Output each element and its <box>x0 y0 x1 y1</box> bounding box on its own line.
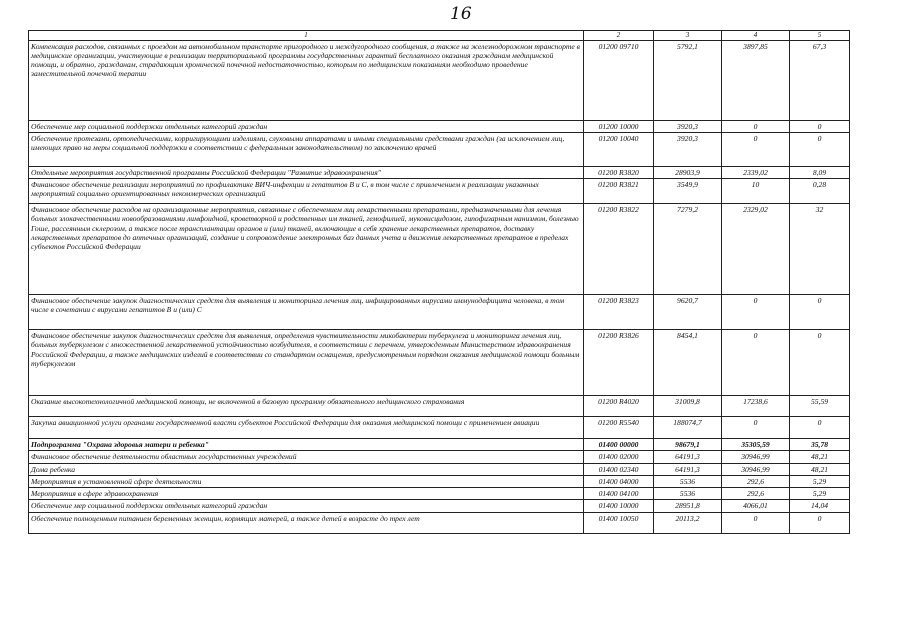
table-row <box>29 204 850 295</box>
row-value-actual: 4066,01 <box>722 500 790 512</box>
row-code: 01200 R5540 <box>584 417 654 439</box>
row-code: 01400 00000 <box>584 439 654 451</box>
row-value-plan: 3920,3 <box>654 132 722 166</box>
row-code: 01400 04100 <box>584 488 654 500</box>
table-row <box>29 451 850 463</box>
row-value-percent: 48,21 <box>790 463 850 475</box>
table-header-row <box>29 31 850 41</box>
row-value-actual: 2339,02 <box>722 166 790 178</box>
row-value-actual: 292,6 <box>722 475 790 487</box>
row-value-percent: 0 <box>790 295 850 330</box>
row-description: Обеспечение мер социальной поддержки отдельных категорий граждан <box>29 500 584 512</box>
row-value-actual: 0 <box>722 295 790 330</box>
row-value-plan: 9620,7 <box>654 295 722 330</box>
row-value-actual: 0 <box>722 512 790 533</box>
row-code: 01400 02340 <box>584 463 654 475</box>
row-value-percent: 5,29 <box>790 475 850 487</box>
row-code: 01200 R3823 <box>584 295 654 330</box>
row-value-percent: 0 <box>790 417 850 439</box>
row-description: Подпрограмма "Охрана здоровья матери и ребенка" <box>29 439 584 451</box>
row-value-percent: 32 <box>790 204 850 295</box>
row-code: 01200 R4020 <box>584 396 654 417</box>
row-value-actual: 0 <box>722 132 790 166</box>
table-row <box>29 120 850 132</box>
column-header: 3 <box>654 31 722 41</box>
row-value-plan: 5536 <box>654 475 722 487</box>
row-value-plan: 188074,7 <box>654 417 722 439</box>
row-value-percent: 0 <box>790 330 850 396</box>
row-value-plan: 3549,9 <box>654 179 722 204</box>
row-code: 01200 R3826 <box>584 330 654 396</box>
column-header: 1 <box>29 31 584 41</box>
row-value-plan: 8454,1 <box>654 330 722 396</box>
row-description: Оказание высокотехнологичной медицинской помощи, не включенной в базовую программу обязательного медицинского страхования <box>29 396 584 417</box>
table-row <box>29 500 850 512</box>
row-value-plan: 3920,3 <box>654 120 722 132</box>
row-description: Финансовое обеспечение реализации мероприятий по профилактике ВИЧ-инфекции и гепатитов В и С, в том числе с привлечением к реализации указанных мероприятий социально ориентированных некоммерческих организаций <box>29 179 584 204</box>
table-row <box>29 166 850 178</box>
row-value-percent: 8,09 <box>790 166 850 178</box>
row-value-actual: 3897,85 <box>722 40 790 120</box>
budget-table <box>28 30 850 534</box>
row-description: Мероприятия в сфере здравоохранения <box>29 488 584 500</box>
row-description: Финансовое обеспечение расходов на организационные мероприятия, связанные с обеспечением лиц лекарственными препаратами, предназначенными для лечения больных злокачественными новообразованиями лимфоидной, кроветворной и родственных им тканей, гемофилией, муковисцидозом, гипофизарным нанизмом, болезнью Гоше, рассеянным склерозом, а также после трансплантации органов и (или) тканей, включающие в себя хранение лекарственных препаратов, доставку лекарственных препаратов до аптечных организаций, создание и сопровождение электронных баз данных учета и движения лекарственных препаратов в пределах субъектов Российской Федерации <box>29 204 584 295</box>
column-header: 5 <box>790 31 850 41</box>
row-value-actual: 35305,59 <box>722 439 790 451</box>
row-value-percent: 55,59 <box>790 396 850 417</box>
table-row <box>29 396 850 417</box>
table-row <box>29 132 850 166</box>
row-value-plan: 28903,9 <box>654 166 722 178</box>
page-number: 16 <box>450 4 472 24</box>
row-value-percent: 35,78 <box>790 439 850 451</box>
row-value-plan: 64191,3 <box>654 463 722 475</box>
row-value-actual: 0 <box>722 417 790 439</box>
row-value-percent: 0 <box>790 132 850 166</box>
table-row <box>29 417 850 439</box>
row-value-actual: 292,6 <box>722 488 790 500</box>
row-code: 01200 09710 <box>584 40 654 120</box>
row-description: Финансовое обеспечение закупок диагностических средств для выявления, определения чувствительности микобактерии туберкулеза и мониторинга лечения лиц, больных туберкулезом с множественной лекарственной устойчивостью возбудителя, в соответствии с перечнем, утвержденным Министерством здравоохранения Российской Федерации, а также медицинских изделий в соответствии со стандартом оснащения, предусмотренным порядком оказания медицинской помощи больным туберкулезом <box>29 330 584 396</box>
row-value-plan: 64191,3 <box>654 451 722 463</box>
row-value-plan: 5792,1 <box>654 40 722 120</box>
row-value-plan: 31009,8 <box>654 396 722 417</box>
column-header: 4 <box>722 31 790 41</box>
row-description: Обеспечение полноценным питанием беременных женщин, кормящих матерей, а также детей в возрасте до трех лет <box>29 512 584 533</box>
row-value-percent: 48,21 <box>790 451 850 463</box>
row-value-actual: 0 <box>722 330 790 396</box>
table-row <box>29 475 850 487</box>
row-value-percent: 14,04 <box>790 500 850 512</box>
row-value-percent: 67,3 <box>790 40 850 120</box>
row-code: 01400 10000 <box>584 500 654 512</box>
row-description: Обеспечение мер социальной поддержки отдельных категорий граждан <box>29 120 584 132</box>
table-row <box>29 179 850 204</box>
table-row <box>29 295 850 330</box>
row-value-actual: 30946,99 <box>722 463 790 475</box>
row-code: 01400 10050 <box>584 512 654 533</box>
table-row <box>29 439 850 451</box>
row-code: 01200 R3820 <box>584 166 654 178</box>
row-description: Финансовое обеспечение деятельности областных государственных учреждений <box>29 451 584 463</box>
row-value-plan: 28951,8 <box>654 500 722 512</box>
row-description: Отдельные мероприятия государственной программы Российской Федерации "Развитие здравоохранения" <box>29 166 584 178</box>
row-code: 01200 10040 <box>584 132 654 166</box>
row-code: 01200 10000 <box>584 120 654 132</box>
row-value-actual: 30946,99 <box>722 451 790 463</box>
row-description: Финансовое обеспечение закупок диагностических средств для выявления и мониторинга лечения лиц, инфицированных вирусами иммунодефицита человека, в том числе в сочетании с вирусами гепатитов В и (или) С <box>29 295 584 330</box>
column-header: 2 <box>584 31 654 41</box>
row-value-actual: 2329,02 <box>722 204 790 295</box>
row-code: 01400 02000 <box>584 451 654 463</box>
table-row <box>29 330 850 396</box>
row-value-plan: 5536 <box>654 488 722 500</box>
table-row <box>29 488 850 500</box>
row-value-plan: 98679,1 <box>654 439 722 451</box>
row-value-actual: 17238,6 <box>722 396 790 417</box>
row-value-plan: 20113,2 <box>654 512 722 533</box>
row-description: Дома ребенка <box>29 463 584 475</box>
table-row <box>29 512 850 533</box>
table-row <box>29 40 850 120</box>
row-code: 01200 R3821 <box>584 179 654 204</box>
row-description: Мероприятия в установленной сфере деятельности <box>29 475 584 487</box>
row-value-actual: 0 <box>722 120 790 132</box>
row-description: Обеспечение протезами, ортопедическими, корригирующими изделиями, слуховыми аппаратами и иными специальными средствами граждан (за исключением лиц, имеющих право на меры социальной поддержки в соответствии с федеральным законодательством) по заключению врачей <box>29 132 584 166</box>
row-value-percent: 0 <box>790 120 850 132</box>
row-value-percent: 0,28 <box>790 179 850 204</box>
row-value-percent: 0 <box>790 512 850 533</box>
row-value-percent: 5,29 <box>790 488 850 500</box>
row-value-actual: 10 <box>722 179 790 204</box>
row-description: Закупка авиационной услуги органами государственной власти субъектов Российской Федерации для оказания медицинской помощи с применением авиации <box>29 417 584 439</box>
row-description: Компенсация расходов, связанных с проездом на автомобильном транспорте пригородного и междугородного сообщения, а также на железнодорожном транспорте в медицинские организации, участвующие в реализации территориальной программы государственных гарантий бесплатного оказания гражданам медицинской помощи, и обратно, гражданам, страдающим хронической почечной недостаточностью, которым по медицинским показаниям необходимо проведение заместительной почечной терапии <box>29 40 584 120</box>
row-value-plan: 7279,2 <box>654 204 722 295</box>
row-code: 01400 04000 <box>584 475 654 487</box>
table-row <box>29 463 850 475</box>
row-code: 01200 R3822 <box>584 204 654 295</box>
